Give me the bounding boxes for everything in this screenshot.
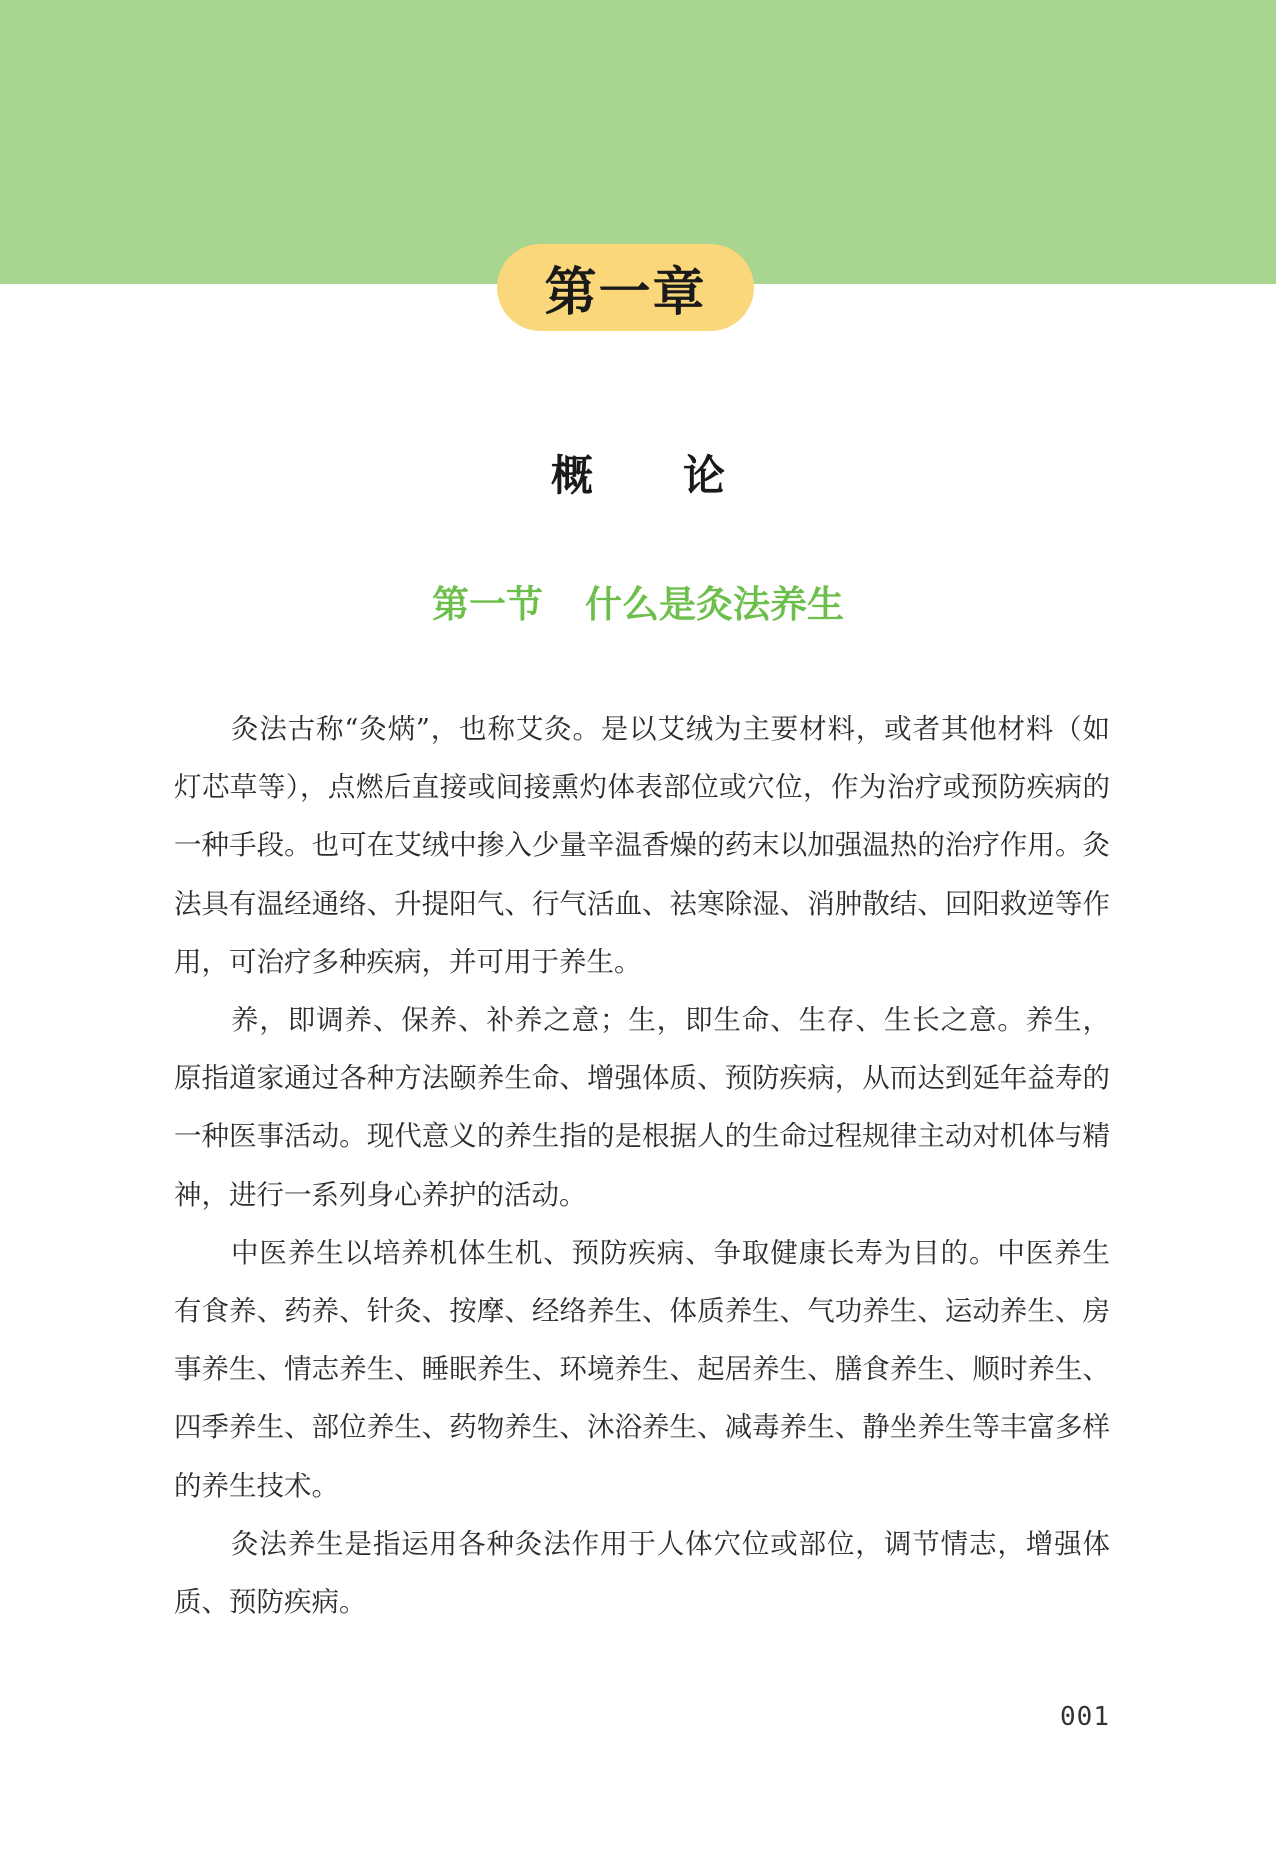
chapter-badge: [497, 244, 754, 331]
paragraph: 灸法古称“灸焫”，也称艾灸。是以艾绒为主要材料，或者其他材料（如灯芯草等），点燃后直接或间接熏灼体表部位或穴位，作为治疗或预防疾病的一种手段。也可在艾绒中掺入少量辛温香燥的药末以加强温热的治疗作用。灸法具有温经通络、升提阳气、行气活血、祛寒除湿、消肿散结、回阳救逆等作用，可治疗多种疾病，并可用于养生。: [174, 713, 1110, 978]
section-heading: 什么是灸法养生: [585, 583, 844, 626]
page-number: 001: [1060, 1702, 1110, 1732]
part-title-char-2: 论: [683, 451, 726, 500]
part-title-char-1: 概: [550, 451, 593, 500]
paragraph: 养，即调养、保养、补养之意；生，即生命、生存、生长之意。养生，原指道家通过各种方法颐养生命、增强体质、预防疾病，从而达到延年益寿的一种医事活动。现代意义的养生指的是根据人的生命过程规律主动对机体与精神，进行一系列身心养护的活动。: [174, 1004, 1110, 1211]
section-title: [0, 580, 1276, 630]
section-label: 第一节: [432, 583, 543, 626]
part-title: [0, 446, 1276, 506]
body-text: [174, 700, 1110, 1631]
paragraph: 灸法养生是指运用各种灸法作用于人体穴位或部位，调节情志，增强体质、预防疾病。: [174, 1527, 1110, 1619]
paragraph: 中医养生以培养机体生机、预防疾病、争取健康长寿为目的。中医养生有食养、药养、针灸、按摩、经络养生、体质养生、气功养生、运动养生、房事养生、情志养生、睡眠养生、环境养生、起居养生、膳食养生、顺时养生、四季养生、部位养生、药物养生、沐浴养生、减毒养生、静坐养生等丰富多样的养生技术。: [174, 1236, 1110, 1502]
chapter-label: 第一章: [544, 263, 707, 323]
chapter-header-band: [0, 0, 1276, 284]
